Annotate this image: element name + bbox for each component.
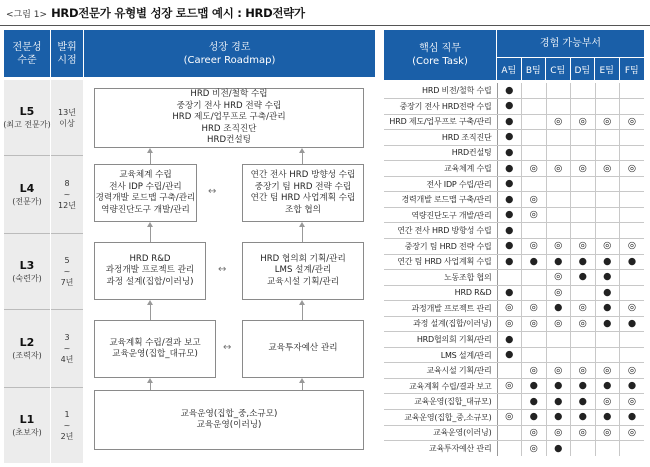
full-circle-icon: ● [546,378,571,394]
double-circle-icon: ◎ [497,301,522,317]
full-circle-icon: ● [497,238,522,254]
table-row [384,238,644,254]
double-circle-icon: ◎ [497,378,522,394]
figure-label: <그림 1> [6,9,48,20]
full-circle-icon: ● [497,145,522,161]
core-task-name: 교육투자예산 관리 [384,441,497,457]
full-circle-icon: ● [571,270,596,286]
double-arrow-icon: ↔ [218,264,227,275]
double-circle-icon: ◎ [571,114,596,130]
core-task-name: HRD협의회 기획/관리 [384,332,497,348]
empty-cell [522,270,547,286]
arrow-up-icon [299,378,305,383]
full-circle-icon: ● [522,254,547,270]
double-circle-icon: ◎ [497,316,522,332]
double-circle-icon: ◎ [620,238,645,254]
full-circle-icon: ● [546,394,571,410]
full-circle-icon: ● [522,409,547,425]
roadmap-box-l5: HRD 비전/철학 수립 중장기 전사 HRD 전략 수립 HRD 제도/업무프로 구축/관리 HRD 조직진단 HRD컨설팅 [94,88,364,148]
arrow-up-icon [147,222,153,227]
connector-l3-l4-right [302,227,303,242]
double-circle-icon: ◎ [546,238,571,254]
double-circle-icon: ◎ [522,301,547,317]
double-circle-icon: ◎ [522,238,547,254]
core-task-name: 교육체계 수립 [384,161,497,177]
table-row [384,332,644,348]
empty-cell [571,83,596,99]
empty-cell [595,145,620,161]
empty-cell [595,223,620,239]
empty-cell [522,223,547,239]
full-circle-icon: ● [522,394,547,410]
empty-cell [522,145,547,161]
table-row [384,270,644,286]
empty-cell [620,83,645,99]
double-circle-icon: ◎ [546,270,571,286]
double-circle-icon: ◎ [620,394,645,410]
roadmap-box-l3-left: HRD R&D 과정개발 프로젝트 관리 과정 설계(집합/이러닝) [94,242,206,300]
table-row [384,316,644,332]
table-row [384,378,644,394]
core-task-name: HRD R&D [384,285,497,301]
double-circle-icon: ◎ [595,394,620,410]
full-circle-icon: ● [497,130,522,146]
empty-cell [571,130,596,146]
full-circle-icon: ● [497,161,522,177]
empty-cell [522,285,547,301]
empty-cell [595,332,620,348]
roadmap-box-l3-right: HRD 협의회 기획/관리 LMS 설계/관리 교육시설 기획/관리 [242,242,364,300]
header-core-task: 핵심 직무 (Core Task) [384,30,496,80]
table-row [384,114,644,130]
full-circle-icon: ● [571,378,596,394]
full-circle-icon: ● [522,378,547,394]
double-arrow-icon: ↔ [208,186,217,197]
empty-cell [571,332,596,348]
core-task-table [384,83,644,456]
double-circle-icon: ◎ [522,207,547,223]
empty-cell [620,223,645,239]
empty-cell [620,192,645,208]
empty-cell [546,332,571,348]
empty-cell [571,176,596,192]
header-dept: 경험 가능부서 [497,30,644,57]
full-circle-icon: ● [497,192,522,208]
core-task-name: 교육계획 수립/결과 보고 [384,378,497,394]
figure-title-text: HRD전문가 유형별 성장 로드맵 예시 : HRD전략가 [51,6,305,20]
double-circle-icon: ◎ [546,316,571,332]
empty-cell [620,285,645,301]
table-row [384,394,644,410]
full-circle-icon: ● [595,270,620,286]
empty-cell [620,270,645,286]
empty-cell [571,285,596,301]
double-circle-icon: ◎ [546,363,571,379]
empty-cell [620,176,645,192]
double-circle-icon: ◎ [571,238,596,254]
double-circle-icon: ◎ [620,301,645,317]
full-circle-icon: ● [546,409,571,425]
empty-cell [595,176,620,192]
roadmap-box-l4-left: 교육체계 수립 전사 IDP 수립/관리 경력개발 로드맵 구축/관리 역량진단도구 개발/관리 [94,164,197,222]
empty-cell [546,223,571,239]
arrow-up-icon [147,300,153,305]
empty-cell [595,83,620,99]
core-task-name: 교육시설 기획/관리 [384,363,497,379]
full-circle-icon: ● [546,441,571,457]
core-task-name: 노동조합 협의 [384,270,497,286]
level-l4: L4 (전문가) [4,156,50,234]
table-row [384,425,644,441]
period-l3: 5 ~ 7년 [51,234,83,310]
double-circle-icon: ◎ [522,192,547,208]
team-header: D팀 [571,58,595,80]
table-row [384,99,644,115]
empty-cell [620,99,645,115]
double-circle-icon: ◎ [595,238,620,254]
connector-l4-l5-left [150,153,151,164]
core-task-name: HRD 조직진단 [384,130,497,146]
connector-l4-l5-right [302,153,303,164]
double-circle-icon: ◎ [595,363,620,379]
table-row [384,130,644,146]
arrow-up-icon [299,222,305,227]
empty-cell [595,192,620,208]
table-row [384,192,644,208]
empty-cell [571,207,596,223]
team-header: F팀 [620,58,645,80]
full-circle-icon: ● [620,409,645,425]
double-circle-icon: ◎ [620,161,645,177]
full-circle-icon: ● [497,99,522,115]
header-period: 발휘 시점 [51,30,83,77]
empty-cell [522,347,547,363]
full-circle-icon: ● [497,332,522,348]
full-circle-icon: ● [497,176,522,192]
roadmap-box-l2-left: 교육계획 수립/결과 보고 교육운영(집합_대규모) [94,320,216,378]
double-circle-icon: ◎ [546,114,571,130]
level-l2: L2 (조력자) [4,310,50,388]
period-l1: 1 ~ 2년 [60,410,74,441]
career-roadmap [86,80,372,460]
empty-cell [571,145,596,161]
core-task-name: 과정 설계(집합/이러닝) [384,316,497,332]
double-circle-icon: ◎ [522,161,547,177]
arrow-up-icon [147,378,153,383]
double-circle-icon: ◎ [522,363,547,379]
full-circle-icon: ● [497,207,522,223]
level-l3: L3 (숙련가) [4,234,50,310]
roadmap-box-l4-right: 연간 전사 HRD 방향성 수립 중장기 팀 HRD 전략 수립 연간 팀 HRD 사업계획 수립 조합 협의 [242,164,364,222]
empty-cell [497,363,522,379]
empty-cell [497,441,522,457]
connector-l1-l2-left [150,383,151,390]
table-row [384,409,644,425]
period-l4: 8 ~ 12년 [51,156,83,234]
period-column [51,80,83,463]
team-header-row [497,58,644,80]
core-task-name: 과정개발 프로젝트 관리 [384,301,497,317]
double-circle-icon: ◎ [497,409,522,425]
table-row [384,363,644,379]
empty-cell [595,130,620,146]
full-circle-icon: ● [595,316,620,332]
core-task-name: HRD컨설팅 [384,145,497,161]
core-task-name: LMS 설계/관리 [384,347,497,363]
empty-cell [497,394,522,410]
header-level: 전문성 수준 [4,30,50,77]
connector-l3-l4-left [150,227,151,242]
double-circle-icon: ◎ [620,425,645,441]
empty-cell [546,130,571,146]
double-circle-icon: ◎ [571,301,596,317]
level-l5: L5 (최고 전문가) [4,80,50,156]
team-header: B팀 [522,58,546,80]
double-circle-icon: ◎ [571,316,596,332]
empty-cell [620,207,645,223]
double-circle-icon: ◎ [571,425,596,441]
connector-l1-l2-right [302,383,303,390]
title-rule [0,25,650,26]
double-circle-icon: ◎ [595,161,620,177]
empty-cell [546,83,571,99]
full-circle-icon: ● [595,301,620,317]
table-row [384,347,644,363]
empty-cell [522,332,547,348]
table-row [384,223,644,239]
full-circle-icon: ● [620,316,645,332]
team-header: A팀 [497,58,521,80]
table-row [384,145,644,161]
double-circle-icon: ◎ [522,425,547,441]
core-task-name: HRD 제도/업무프로 구축/관리 [384,114,497,130]
arrow-up-icon [299,148,305,153]
core-task-name: HRD 비전/철학 수립 [384,83,497,99]
empty-cell [497,270,522,286]
full-circle-icon: ● [595,254,620,270]
full-circle-icon: ● [595,378,620,394]
double-circle-icon: ◎ [620,114,645,130]
full-circle-icon: ● [497,223,522,239]
core-task-name: 교육운영(집합_대규모) [384,394,497,410]
table-row [384,285,644,301]
full-circle-icon: ● [497,114,522,130]
empty-cell [546,176,571,192]
empty-cell [546,192,571,208]
double-arrow-icon: ↔ [223,342,232,353]
core-task-name: 전사 IDP 수립/관리 [384,176,497,192]
arrow-up-icon [147,148,153,153]
empty-cell [595,99,620,115]
double-circle-icon: ◎ [595,114,620,130]
full-circle-icon: ● [571,254,596,270]
empty-cell [546,207,571,223]
double-circle-icon: ◎ [522,441,547,457]
full-circle-icon: ● [571,409,596,425]
double-circle-icon: ◎ [571,363,596,379]
roadmap-box-l2-right: 교육투자예산 관리 [242,320,364,378]
empty-cell [595,207,620,223]
empty-cell [620,332,645,348]
full-circle-icon: ● [595,409,620,425]
double-circle-icon: ◎ [595,425,620,441]
full-circle-icon: ● [497,347,522,363]
period-l5: 13년 이상 [51,80,83,156]
table-row [384,161,644,177]
table-row [384,254,644,270]
connector-l2-l3-right [302,305,303,320]
connector-l2-l3-left [150,305,151,320]
empty-cell [571,192,596,208]
core-task-name: 중장기 전사 HRD전략 수립 [384,99,497,115]
team-header: C팀 [546,58,570,80]
empty-cell [595,347,620,363]
core-task-name: 연간 전사 HRD 방향성 수립 [384,223,497,239]
empty-cell [620,441,645,457]
table-row [384,441,644,457]
full-circle-icon: ● [497,285,522,301]
full-circle-icon: ● [595,285,620,301]
table-row [384,176,644,192]
level-column [4,80,50,463]
arrow-up-icon [299,300,305,305]
full-circle-icon: ● [546,254,571,270]
figure-title [6,4,305,22]
empty-cell [571,223,596,239]
empty-cell [522,176,547,192]
empty-cell [571,99,596,115]
empty-cell [522,130,547,146]
core-task-name: 교육운영(집합_중,소규모) [384,409,497,425]
full-circle-icon: ● [497,83,522,99]
empty-cell [620,347,645,363]
empty-cell [522,114,547,130]
empty-cell [595,441,620,457]
full-circle-icon: ● [620,378,645,394]
double-circle-icon: ◎ [522,316,547,332]
empty-cell [546,347,571,363]
full-circle-icon: ● [546,301,571,317]
table-row [384,301,644,317]
double-circle-icon: ◎ [546,161,571,177]
full-circle-icon: ● [497,254,522,270]
full-circle-icon: ● [571,394,596,410]
core-task-name: 중장기 팀 HRD 전략 수립 [384,238,497,254]
level-l1: L1 (초보자) [12,413,42,437]
empty-cell [546,145,571,161]
table-row [384,207,644,223]
empty-cell [620,130,645,146]
double-circle-icon: ◎ [571,161,596,177]
double-circle-icon: ◎ [620,363,645,379]
empty-cell [571,441,596,457]
core-task-name: 연간 팀 HRD 사업계획 수립 [384,254,497,270]
core-task-name: 역량진단도구 개발/관리 [384,207,497,223]
double-circle-icon: ◎ [546,425,571,441]
period-l2: 3 ~ 4년 [51,310,83,388]
double-circle-icon: ◎ [546,285,571,301]
core-task-name: 경력개발 로드맵 구축/관리 [384,192,497,208]
header-roadmap: 성장 경로 (Career Roadmap) [84,30,375,77]
core-task-name: 교육운영(이러닝) [384,425,497,441]
empty-cell [522,99,547,115]
empty-cell [497,425,522,441]
empty-cell [522,83,547,99]
empty-cell [571,347,596,363]
table-row [384,83,644,99]
empty-cell [620,145,645,161]
roadmap-box-l1: 교육운영(집합_중,소규모) 교육운영(이러닝) [94,390,364,450]
empty-cell [546,99,571,115]
full-circle-icon: ● [620,254,645,270]
team-header: E팀 [595,58,619,80]
